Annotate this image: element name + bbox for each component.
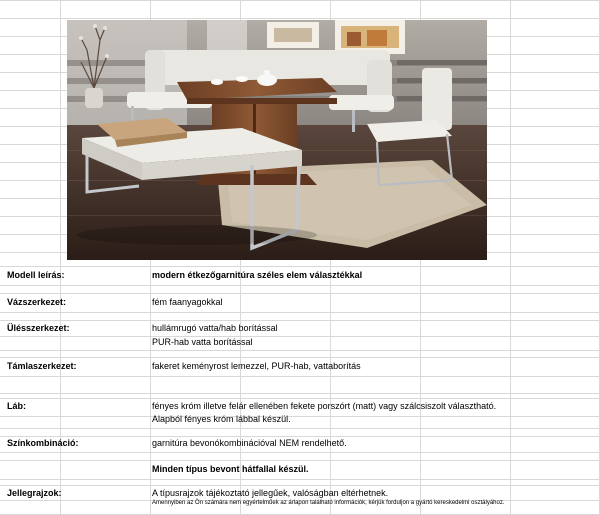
modell-label: Modell leírás: xyxy=(7,270,65,280)
tamla-value: fakeret keményrost lemezzel, PUR-hab, vattaborítás xyxy=(152,361,361,371)
jelleg-value: A típusrajzok tájékoztató jellegűek, valóságban eltérhetnek. xyxy=(152,488,389,498)
lab-label: Láb: xyxy=(7,401,26,411)
szin-value: garnitúra bevonókombinációval NEM rendelhető. xyxy=(152,438,347,448)
lab-value-1: fényes króm illetve felár ellenében fekete porszórt (matt) vagy szálcsiszolt választható. xyxy=(152,401,497,411)
jelleg-label: Jellegrajzok: xyxy=(7,488,62,498)
szin-label: Színkombináció: xyxy=(7,438,79,448)
dining-set-illustration xyxy=(67,20,487,260)
lab-value-2: Alapból fényes króm lábbal készül. xyxy=(152,414,291,424)
ules-value-2: PUR-hab vatta borítással xyxy=(152,337,253,347)
vaz-label: Vázszerkezet: xyxy=(7,297,67,307)
vase xyxy=(85,88,103,108)
ules-label: Ülésszerkezet: xyxy=(7,323,70,333)
modell-value: modern étkezőgarnitúra széles elem választékkal xyxy=(152,270,363,280)
minden-value: Minden típus bevont hátfallal készül. xyxy=(152,464,309,474)
teapot xyxy=(257,74,277,86)
tamla-label: Támlaszerkezet: xyxy=(7,361,77,371)
product-photo xyxy=(67,20,487,260)
vaz-value: fém faanyagokkal xyxy=(152,297,223,307)
jelleg-note: Amennyiben az Ön számára nem egyértelműek az árlapon található információk, kérjük forduljon a gyártó kereskedelmi osztályához. xyxy=(152,500,505,506)
ules-value-1: hullámrugó vatta/hab borítással xyxy=(152,323,278,333)
